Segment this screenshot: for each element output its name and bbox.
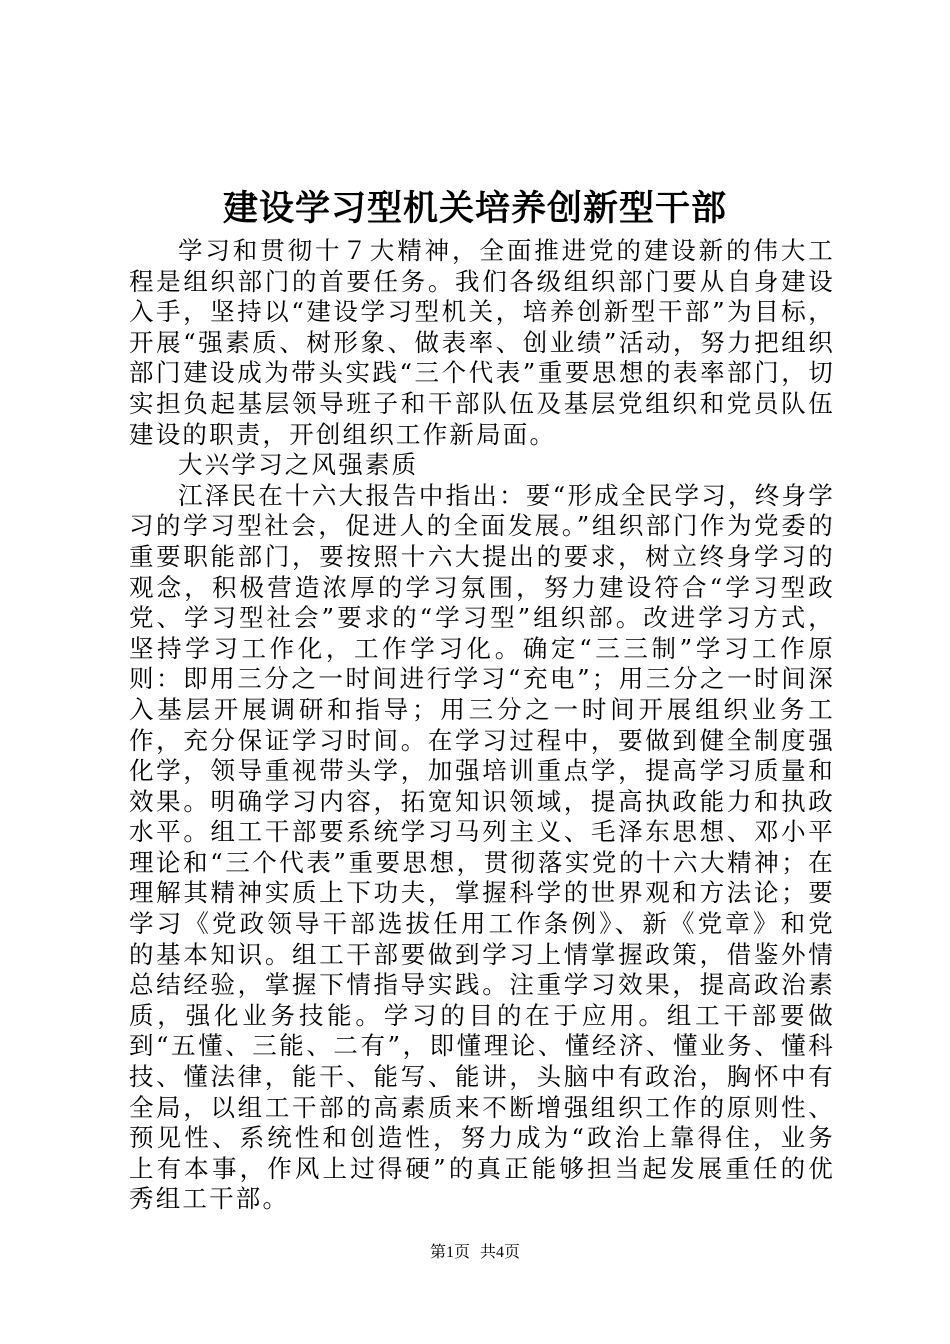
section-heading: 大兴学习之风强素质 bbox=[178, 450, 419, 480]
page-total: 共4页 bbox=[480, 1244, 521, 1261]
document-title: 建设学习型机关培养创新型干部 bbox=[222, 188, 727, 229]
document-body bbox=[129, 236, 835, 1215]
body-paragraph: 江泽民在十六大报告中指出：要“形成全民学习，终身学习的学习型社会，促进人的全面发展。”组织部门作为党委的重要职能部门，要按照十六大提出的要求，树立终身学习的观念，积极营造浓厚的学习氛围，努力建设符合“学习型政党、学习型社会”要求的“学习型”组织部。改进学习方式，坚持学习工作化，工作学习化。确定“三三制”学习工作原则：即用三分之一时间进行学习“充电”；用三分之一时间深入基层开展调研和指导；用三分之一时间开展组织业务工作，充分保证学习时间。在学习过程中，要做到健全制度强化学，领导重视带头学，加强培训重点学，提高学习质量和效果。明确学习内容，拓宽知识领域，提高执政能力和执政水平。组工干部要系统学习马列主义、毛泽东思想、邓小平理论和“三个代表”重要思想，贯彻落实党的十六大精神；在理解其精神实质上下功夫，掌握科学的世界观和方法论；要学习《党政领导干部选拔任用工作条例》、新《党章》和党的基本知识。组工干部要做到学习上情掌握政策，借鉴外情总结经验，掌握下情指导实践。注重学习效果，提高政治素质，强化业务技能。学习的目的在于应用。组工干部要做到“五懂、三能、二有”，即懂理论、懂经济、懂业务、懂科技、懂法律，能干、能写、能讲，头脑中有政治，胸怀中有全局，以组工干部的高素质来不断增强组织工作的原则性、预见性、系统性和创造性，努力成为“政治上靠得住，业务上有本事，作风上过得硬”的真正能够担当起发展重任的优秀组工干部。 bbox=[129, 480, 835, 1214]
page-number: 第1页 bbox=[429, 1244, 470, 1261]
intro-paragraph: 学习和贯彻十７大精神，全面推进党的建设新的伟大工程是组织部门的首要任务。我们各级组织部门要从自身建设入手，坚持以“建设学习型机关，培养创新型干部”为目标，开展“强素质、树形象、做表率、创业绩”活动，努力把组织部门建设成为带头实践“三个代表”重要思想的表率部门，切实担负起基层领导班子和干部队伍及基层党组织和党员队伍建设的职责，开创组织工作新局面。 bbox=[129, 236, 835, 449]
page-footer bbox=[0, 1242, 950, 1264]
